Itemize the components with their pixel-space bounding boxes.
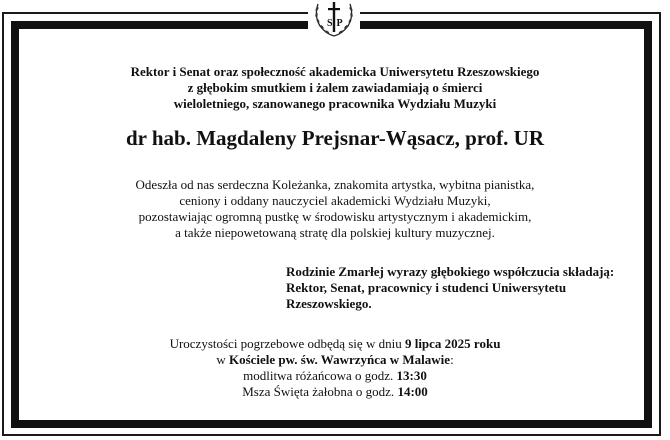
condolence-line-1: Rodzinie Zmarłej wyrazy głębokiego współczucia składają: xyxy=(286,264,615,279)
condolence-line-2: Rektor, Senat, pracownicy i studenci Uniwersytetu xyxy=(286,280,567,295)
rosary-label: modlitwa różańcowa o godz. xyxy=(243,368,397,383)
header-line-3: wieloletniego, szanowanego pracownika Wydziału Muzyki xyxy=(173,96,497,111)
deceased-name: dr hab. Magdaleny Prejsnar-Wąsacz, prof. UR xyxy=(125,126,545,150)
svg-text:S: S xyxy=(327,18,333,29)
tribute-line-4: a także niepowetowaną stratę dla polskiej kultury muzycznej. xyxy=(175,225,495,240)
tribute-line-3: pozostawiając ogromną pustkę w środowisku artystycznym i akademickim, xyxy=(138,209,532,224)
funeral-date-line xyxy=(0,336,670,352)
rosary-time: 13:30 xyxy=(396,368,427,383)
condolence-line-3: Rzeszowskiego. xyxy=(286,296,372,311)
funeral-place-line xyxy=(0,352,670,368)
mass-label: Msza Święta żałobna o godz. xyxy=(242,384,398,399)
tribute-line-1: Odeszła od nas serdeczna Koleżanka, znakomita artystka, wybitna pianistka, xyxy=(135,177,535,192)
svg-text:P: P xyxy=(336,18,343,29)
cross-emblem-icon xyxy=(308,0,360,40)
mass-line xyxy=(0,384,670,400)
header-line-2: z głębokim smutkiem i żalem zawiadamiają o śmierci xyxy=(187,80,483,95)
funeral-place-suffix: : xyxy=(450,352,454,367)
tribute-line-2: ceniony i oddany nauczyciel akademicki Wydziału Muzyki, xyxy=(179,193,491,208)
funeral-intro: Uroczystości pogrzebowe odbędą się w dniu xyxy=(169,336,405,351)
header-line-1: Rektor i Senat oraz społeczność akademicka Uniwersytetu Rzeszowskiego xyxy=(130,64,540,79)
funeral-place-prefix: w xyxy=(216,352,229,367)
funeral-date: 9 lipca 2025 roku xyxy=(404,336,501,351)
funeral-church: Kościele pw. św. Wawrzyńca w Malawie xyxy=(228,352,451,367)
rosary-line xyxy=(0,368,670,384)
mass-time: 14:00 xyxy=(397,384,428,399)
